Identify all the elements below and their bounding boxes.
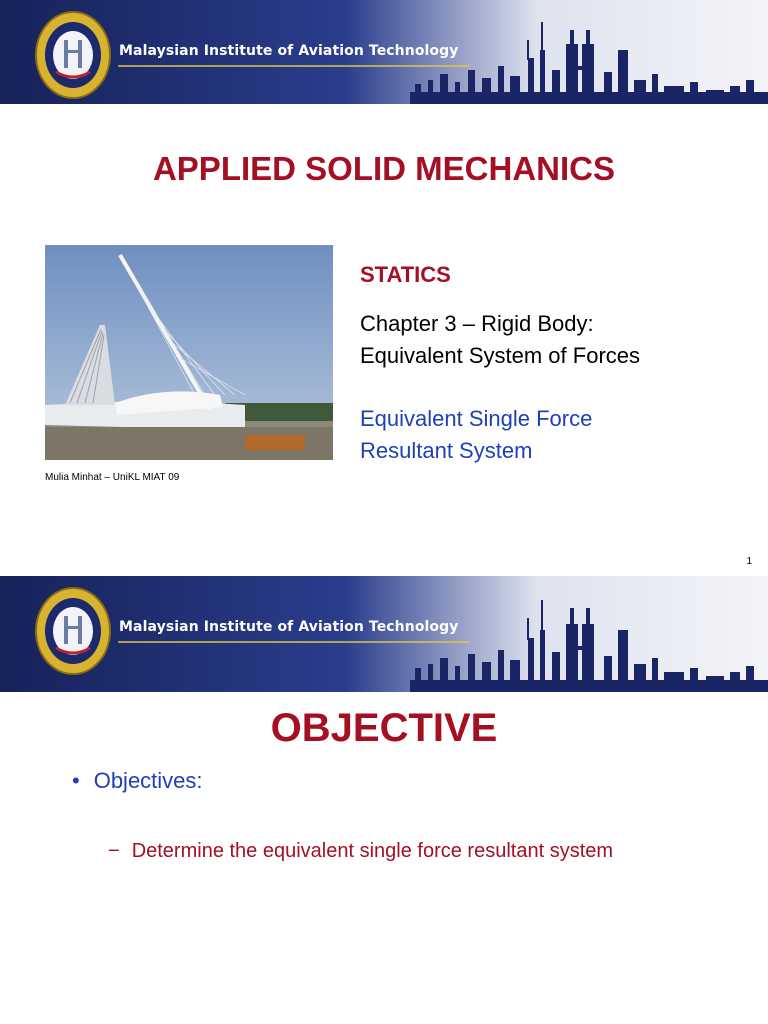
museum-building-photo	[45, 245, 333, 460]
dash-icon: −	[108, 840, 120, 862]
header-banner	[0, 0, 768, 116]
university-crest-logo	[34, 10, 112, 100]
institute-name: Malaysian Institute of Aviation Technology	[119, 43, 459, 59]
sub-bullet-item	[108, 840, 613, 863]
slide-title: APPLIED SOLID MECHANICS	[152, 150, 616, 187]
topic-line-2: Resultant System	[360, 438, 533, 463]
university-crest-logo	[34, 586, 112, 676]
sub-bullet-text: Determine the equivalent single force resultant system	[131, 840, 614, 862]
topic-heading	[360, 403, 750, 467]
bullet-text: Objectives:	[93, 768, 203, 793]
topic-line-1: Equivalent Single Force	[360, 406, 593, 431]
chapter-heading	[360, 308, 750, 372]
author-caption: Mulia Minhat – UniKL MIAT 09	[45, 472, 180, 483]
chapter-line-2: Equivalent System of Forces	[360, 343, 641, 368]
bullet-dot-icon: •	[72, 768, 80, 793]
institute-name: Malaysian Institute of Aviation Technology	[119, 619, 459, 635]
chapter-line-1: Chapter 3 – Rigid Body:	[360, 311, 594, 336]
bullet-item	[72, 768, 203, 794]
page-number: 1	[746, 556, 752, 567]
slide-2	[0, 576, 768, 1024]
subtitle: STATICS	[360, 262, 451, 287]
header-banner	[0, 576, 768, 692]
slide-title: OBJECTIVE	[270, 706, 498, 750]
